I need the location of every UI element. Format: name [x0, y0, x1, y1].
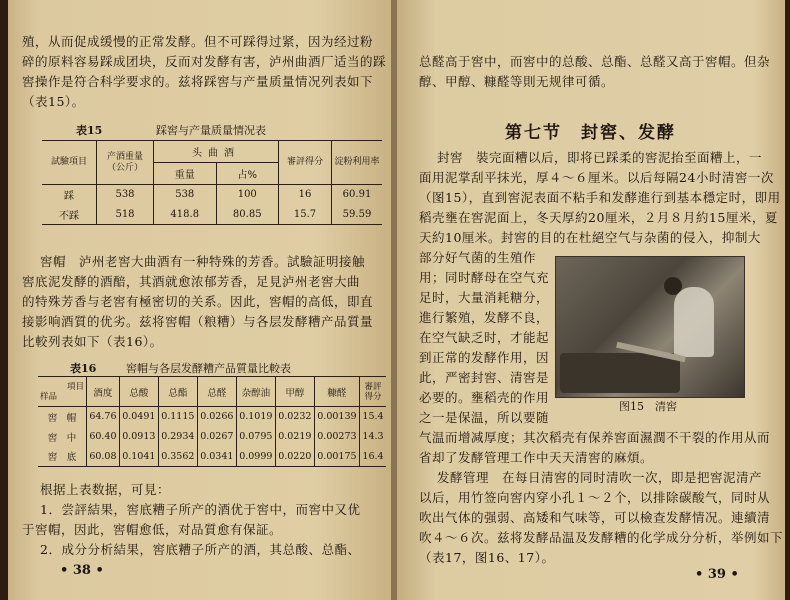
- cell: 0.0266: [197, 407, 236, 427]
- paragraph-line: 醇、甲醇、糠醛等則无规律可循。: [419, 74, 615, 89]
- corner-bottom-label: 样品: [40, 391, 58, 402]
- paragraph-line: 总醛高于窖中，而窖中的总酸、总酯、总醛又高于窖帽。但杂: [419, 54, 771, 69]
- table-row: [38, 427, 386, 447]
- paragraph-line: 封窖 裝完面糟以后，即将已踩柔的窖泥抬至面糟上，一: [437, 150, 763, 165]
- wrap-line: 進行繁殖，发酵不良，: [419, 310, 550, 325]
- paragraph-line: 省却了发酵管理工作中天天清窖的麻煩。: [419, 450, 654, 465]
- cell: 15.7: [279, 205, 332, 225]
- table-row: [42, 185, 382, 205]
- paragraph-line: 气温而增减厚度；其次稻壳有保养窖面濕潤不干裂的作用从而: [419, 430, 771, 445]
- paragraph-line: 殖，从而促成缓慢的正常发酵。但不可踩得过紧，因为经过粉: [22, 34, 374, 49]
- cell: 16: [279, 185, 332, 205]
- cell: 0.0232: [275, 407, 314, 427]
- col-header: 審評得分: [364, 381, 382, 402]
- corner-header: [38, 377, 87, 407]
- cell: 0.0913: [119, 427, 158, 447]
- paragraph-line: （表17，图16、17）。: [419, 550, 555, 565]
- figure-caption: 图15 清窖: [619, 400, 677, 413]
- col-header: 糠醛: [314, 377, 359, 407]
- col-starch-header: 淀粉利用率: [334, 157, 380, 167]
- cell: 0.1041: [119, 447, 158, 467]
- page-number: • 39 •: [695, 567, 739, 582]
- cell: 538: [97, 185, 154, 205]
- col-group-header: 头曲酒: [154, 141, 279, 163]
- table15-title: 踩窖与产量质量情况表: [156, 124, 266, 137]
- table-row: [38, 407, 386, 427]
- table16-label: 表16: [70, 362, 97, 375]
- cell: 518: [97, 205, 154, 225]
- clearing-photo: [555, 256, 745, 398]
- col-header: 总醛: [197, 377, 236, 407]
- paragraph-line: 2．成分分析結果，窖底糟子所产的酒，其总酸、总酯、: [40, 542, 361, 557]
- row-name: 窖 底: [38, 447, 87, 467]
- paragraph-line: 于窖帽，因此，窖帽愈低，对品質愈有保証。: [22, 522, 283, 537]
- wrap-line: 足时，大量消耗糖分，: [419, 290, 550, 305]
- paragraph-line: 发酵管理 在每日清窖的同时清吹一次，即是把窖泥清产: [437, 470, 763, 485]
- cell: 0.0795: [236, 427, 275, 447]
- col-yield-header: 产酒重量（公斤）: [97, 141, 154, 185]
- col-header: 甲醇: [275, 377, 314, 407]
- paragraph-line: 1．尝評結果，窖底糟子所产的酒优于窖中，而窖中又优: [40, 502, 361, 517]
- wrap-line: 此，严密封窖、清窖是: [419, 370, 550, 385]
- paragraph-line: 窖帽 泸州老窖大曲酒有一种特殊的芳香。試驗証明接触: [40, 254, 366, 269]
- cell: 0.00175: [314, 447, 359, 467]
- cell: 80.85: [216, 205, 279, 225]
- paragraph-line: 稻壳壅在窖泥面上，冬天厚約20厘米，２月８月約15厘米，夏: [419, 210, 778, 225]
- right-page: [397, 0, 785, 600]
- wrap-line: 用；同时酵母在空气充: [419, 270, 550, 285]
- table-row: [38, 447, 386, 467]
- corner-top-label: 項目: [66, 381, 84, 392]
- cell: 0.1019: [236, 407, 275, 427]
- cell: 0.0219: [275, 427, 314, 447]
- paragraph-line: 天約10厘米。封窖的目的在杜絕空气与杂菌的侵入，抑制大: [419, 230, 761, 245]
- wrap-line: 在空气缺乏时，才能起: [419, 330, 550, 345]
- paragraph-line: 碎的原料容易踩成团块，反而对发酵有害，泸州曲酒厂适当的踩: [22, 54, 387, 69]
- page-number: • 38 •: [60, 563, 104, 578]
- cell: 0.0999: [236, 447, 275, 467]
- cell: 0.0341: [197, 447, 236, 467]
- cell: 0.0491: [119, 407, 158, 427]
- cell: 60.08: [87, 447, 120, 467]
- col-header: 酒度: [87, 377, 120, 407]
- cell: 418.8: [154, 205, 217, 225]
- col-header: 总酸: [119, 377, 158, 407]
- table15: [42, 140, 382, 225]
- wrap-line: 到正常的发酵作用，因: [419, 350, 550, 365]
- paragraph-line: 根据上表数据，可見：: [40, 482, 171, 497]
- paragraph-line: 接影响酒質的优劣。兹将窖帽（粮糟）与各层发酵糟产品質量: [22, 314, 374, 329]
- cell: 16.4: [362, 450, 384, 462]
- wrap-line: 之一是保温，所以要随: [419, 410, 550, 425]
- paragraph-line: 的特殊芳香与老窖有極密切的关系。因此，窖帽的高低，即直: [22, 294, 374, 309]
- col-score-header: 審評得分: [279, 141, 332, 185]
- pit-shape: [560, 353, 680, 393]
- cell: 0.3562: [158, 447, 197, 467]
- cell: 0.0220: [275, 447, 314, 467]
- col-weight-header: 重量: [154, 163, 217, 185]
- cell: 0.00139: [314, 407, 359, 427]
- cell: 100: [216, 185, 279, 205]
- left-page: [8, 0, 393, 600]
- wrap-line: 必要的。壅稻壳的作用: [419, 390, 550, 405]
- cell: 15.4: [362, 411, 384, 423]
- wrap-line: 部分好气菌的生殖作: [419, 250, 537, 265]
- paragraph-line: 面用泥掌刮平抹光，厚４～６厘米。以后每隔24小时清窖一次: [419, 170, 774, 185]
- paragraph-line: 比較列表如下（表16）。: [22, 334, 163, 349]
- col-trial-header: 試驗項目: [42, 141, 97, 185]
- cell: 538: [154, 185, 217, 205]
- section-heading: 第七节 封窖、发酵: [505, 123, 676, 143]
- row-name: 不踩: [42, 205, 97, 225]
- cell: 0.00273: [314, 427, 359, 447]
- table15-label: 表15: [76, 124, 103, 137]
- row-name: 窖 中: [38, 427, 87, 447]
- paragraph-line: （图15），直到窖泥表面不粘手和发酵進行到基本穩定时，即用: [419, 190, 781, 205]
- cell: 0.1115: [158, 407, 197, 427]
- worker-figure: [674, 287, 714, 357]
- row-name: 窖 帽: [38, 407, 87, 427]
- paragraph-line: 窖操作是符合科学要求的。兹将踩窖与产量质量情况列表如下: [22, 74, 374, 89]
- paragraph-line: 窖底泥发酵的酒醅，其酒就愈浓郁芳香，足見泸州老窖大曲: [22, 274, 361, 289]
- col-header: 杂醇油: [236, 377, 275, 407]
- col-pct-header: 占%: [216, 163, 279, 185]
- cell: 64.76: [87, 407, 120, 427]
- paragraph-line: 吹出气体的强弱、高矮和气味等，可以檢查发酵情况。連續清: [419, 510, 771, 525]
- cell: 60.40: [87, 427, 120, 447]
- cell: 0.0267: [197, 427, 236, 447]
- table16: [38, 376, 386, 467]
- paragraph-line: （表15）。: [22, 94, 85, 109]
- col-header: 总酯: [158, 377, 197, 407]
- cell: 14.3: [362, 431, 384, 442]
- cell: 60.91: [342, 189, 372, 201]
- cell: 0.2934: [158, 427, 197, 447]
- paragraph-line: 以后，用竹签向窖内穿小孔１～２个，以排除碳酸气，同时从: [419, 490, 771, 505]
- cell: 59.59: [342, 208, 372, 220]
- paragraph-line: 吹４～６次。兹将发酵品温及发酵糟的化学成分分析，举例如下: [419, 530, 784, 545]
- row-name: 踩: [42, 185, 97, 205]
- table-row: [42, 205, 382, 225]
- table16-title: 窖帽与各层发酵糟产品質量比較表: [126, 362, 291, 375]
